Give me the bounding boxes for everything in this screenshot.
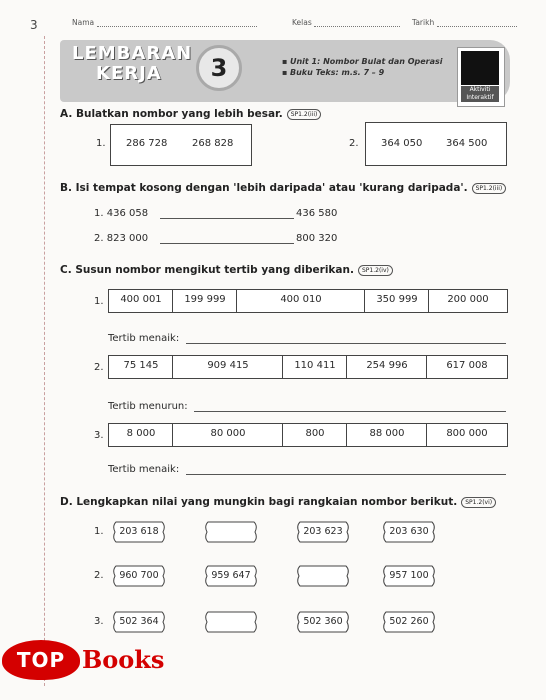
name-field[interactable] [72, 18, 257, 27]
qr-code-icon [461, 51, 499, 85]
answer-line[interactable] [160, 218, 294, 219]
number-cell: 88 000 [346, 423, 428, 447]
number-cell: 909 415 [172, 355, 284, 379]
number-cell: 110 411 [282, 355, 348, 379]
number-cell: 75 145 [108, 355, 174, 379]
sequence-box [380, 520, 438, 544]
sequence-box [110, 564, 168, 588]
sequence-blank[interactable] [202, 520, 260, 544]
unit-info: ▪ Unit 1: Nombor Bulat dan Operasi ▪ Buku Teks: m.s. 7 – 9 [282, 57, 443, 77]
number-cell: 350 999 [364, 289, 430, 313]
sequence-value: 960 700 [119, 570, 159, 581]
section-c-row-num: 1. [94, 296, 104, 307]
section-d-row-num: 2. [94, 570, 104, 581]
sequence-value: 203 618 [119, 526, 159, 537]
worksheet-title: LEMBARAN KERJA [72, 43, 193, 84]
number-cell: 800 000 [426, 423, 508, 447]
section-a-title: A. Bulatkan nombor yang lebih besar. SP1.2(iii) [60, 108, 321, 120]
number-option[interactable]: 364 050 [381, 138, 423, 149]
number-cell: 8 000 [108, 423, 174, 447]
date-label: Tarikh [412, 18, 435, 27]
order-label: Tertib menaik: [108, 333, 180, 344]
sequence-value: 502 364 [119, 616, 159, 627]
section-c-row-num: 3. [94, 430, 104, 441]
page-number: 3 [30, 18, 38, 32]
topbooks-logo-text: Books [82, 645, 165, 674]
number-cell: 200 000 [428, 289, 508, 313]
sequence-box [294, 520, 352, 544]
sequence-box [380, 610, 438, 634]
section-a-item-num: 1. [96, 138, 106, 149]
number-cell: 400 010 [236, 289, 366, 313]
margin-line [44, 36, 45, 686]
number-cell: 199 999 [172, 289, 238, 313]
number-cell: 80 000 [172, 423, 284, 447]
class-field[interactable] [292, 18, 400, 27]
number-cell: 800 [282, 423, 348, 447]
number-option[interactable]: 268 828 [192, 138, 234, 149]
topbooks-logo: TOP [2, 640, 80, 680]
date-field[interactable] [412, 18, 517, 27]
sequence-value: 502 360 [303, 616, 343, 627]
section-b-right: 436 580 [296, 208, 338, 219]
name-label: Nama [72, 18, 95, 27]
sequence-box [294, 610, 352, 634]
sequence-value: 957 100 [389, 570, 429, 581]
sequence-box [110, 520, 168, 544]
section-b-title: B. Isi tempat kosong dengan 'lebih daripada' atau 'kurang daripada'. SP1.2(iii) [60, 182, 506, 194]
order-label: Tertib menaik: [108, 464, 180, 475]
section-d-row-num: 3. [94, 616, 104, 627]
section-c-row-num: 2. [94, 362, 104, 373]
number-cell: 400 001 [108, 289, 174, 313]
section-c-title: C. Susun nombor mengikut tertib yang diberikan. SP1.2(iv) [60, 264, 393, 276]
number-cell: 617 008 [426, 355, 508, 379]
section-a-item-num: 2. [349, 138, 359, 149]
sequence-box [202, 564, 260, 588]
answer-line[interactable] [160, 243, 294, 244]
number-option[interactable]: 364 500 [446, 138, 488, 149]
sequence-box [380, 564, 438, 588]
sequence-value: 959 647 [211, 570, 251, 581]
sequence-value: 203 623 [303, 526, 343, 537]
section-b-right: 800 320 [296, 233, 338, 244]
sequence-value: 502 260 [389, 616, 429, 627]
section-b-item: 2. 823 000 [94, 233, 149, 244]
class-label: Kelas [292, 18, 312, 27]
sequence-value: 203 630 [389, 526, 429, 537]
section-d-title: D. Lengkapkan nilai yang mungkin bagi rangkaian nombor berikut. SP1.2(vi) [60, 496, 496, 508]
section-d-row-num: 1. [94, 526, 104, 537]
number-option[interactable]: 286 728 [126, 138, 168, 149]
sequence-box [110, 610, 168, 634]
worksheet-number: 3 [196, 45, 242, 91]
order-label: Tertib menurun: [108, 401, 188, 412]
number-cell: 254 996 [346, 355, 428, 379]
answer-line[interactable] [186, 343, 506, 344]
section-b-item: 1. 436 058 [94, 208, 149, 219]
sequence-blank[interactable] [202, 610, 260, 634]
answer-line[interactable] [186, 474, 506, 475]
sequence-blank[interactable] [294, 564, 352, 588]
qr-caption: Aktiviti Interaktif [461, 86, 499, 102]
answer-line[interactable] [194, 411, 506, 412]
